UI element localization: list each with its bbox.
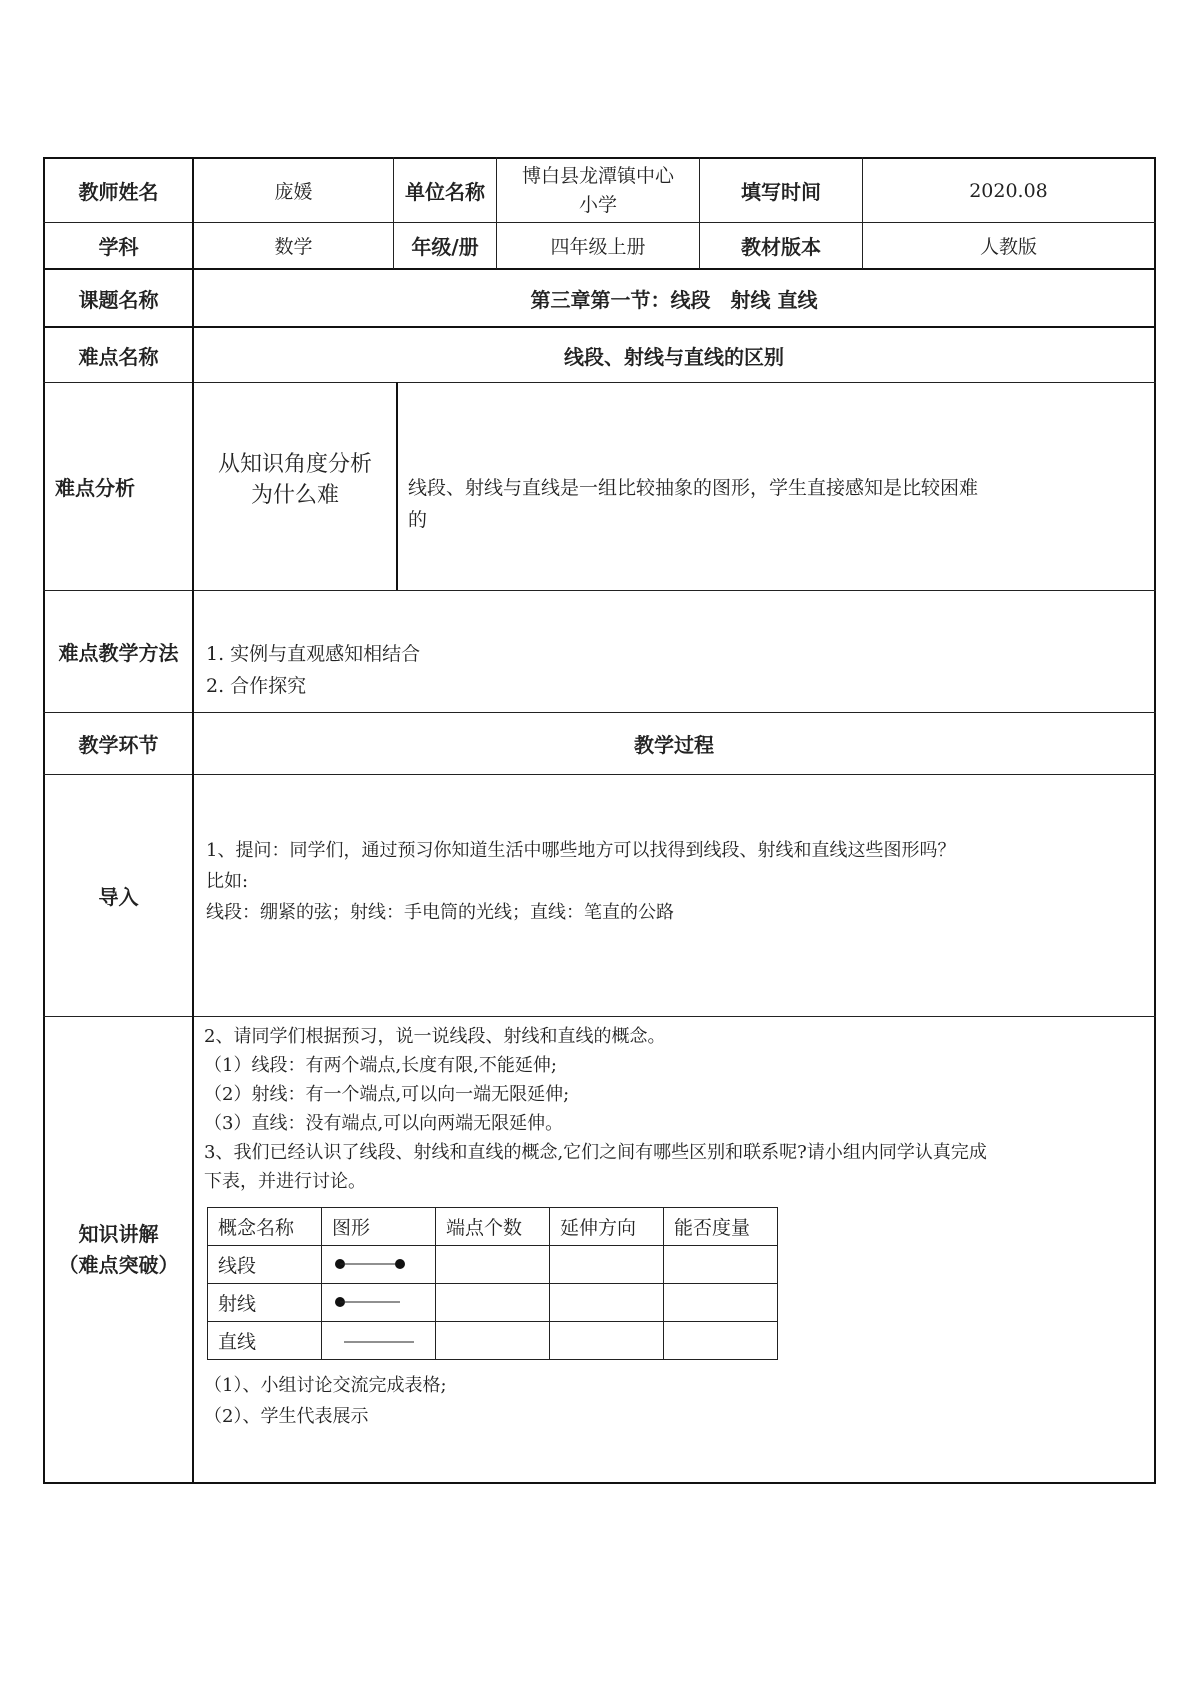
edition: 人教版 — [979, 236, 1037, 258]
unit-label: 单位名称 — [405, 180, 485, 204]
unit-name — [497, 159, 699, 222]
segment-icon — [332, 1257, 412, 1271]
ray-icon — [332, 1295, 412, 1309]
difficulty-label: 难点名称 — [78, 344, 159, 369]
extension-direction-cell[interactable] — [550, 1284, 664, 1322]
knowledge-after — [204, 1370, 1104, 1432]
teacher-name: 庞媛 — [274, 181, 313, 203]
endpoint-count-cell[interactable] — [436, 1246, 550, 1284]
row-divider — [43, 774, 1156, 775]
method-list — [206, 638, 1106, 702]
analysis-text-line: 的 — [408, 509, 428, 531]
fill-time: 2020.08 — [969, 179, 1048, 202]
endpoint-count-cell[interactable] — [436, 1284, 550, 1322]
subject-label: 学科 — [98, 235, 139, 259]
col-divider — [396, 382, 398, 590]
grade: 四年级上册 — [550, 236, 646, 258]
process-stage-label: 教学环节 — [78, 733, 159, 757]
table-row — [208, 1246, 778, 1284]
header-cell: 概念名称 — [208, 1208, 322, 1246]
grade-label: 年级/册 — [411, 235, 479, 259]
difficulty-title: 线段、射线与直线的区别 — [564, 344, 784, 369]
intro-line: 1、提问：同学们，通过预习你知道生活中哪些地方可以找得到线段、射线和直线这些图形吗？ — [206, 840, 956, 861]
analysis-angle-line: 为什么难 — [250, 482, 339, 508]
row-name: 线段 — [208, 1246, 322, 1284]
knowledge-line: 2、请同学们根据预习，说一说线段、射线和直线的概念。 — [204, 1026, 666, 1047]
intro-line: 比如: — [206, 871, 249, 892]
extension-direction-cell[interactable] — [550, 1246, 664, 1284]
header-cell: 图形 — [322, 1208, 436, 1246]
topic-label: 课题名称 — [78, 287, 159, 312]
analysis-angle-line: 从知识角度分析 — [217, 451, 372, 477]
row-name: 直线 — [208, 1322, 322, 1360]
knowledge-line: 3、我们已经认识了线段、射线和直线的概念,它们之间有哪些区别和联系呢?请小组内同学认真完成 — [204, 1142, 987, 1163]
knowledge-line: 下表，并进行讨论。 — [204, 1171, 366, 1192]
subject: 数学 — [274, 236, 313, 258]
header-cell: 端点个数 — [436, 1208, 550, 1246]
knowledge-label-line: （难点突破） — [58, 1252, 179, 1277]
knowledge-label — [45, 1017, 192, 1482]
segment-figure — [322, 1246, 436, 1284]
table-row — [208, 1284, 778, 1322]
analysis-label: 难点分析 — [55, 476, 135, 500]
method-item: 1. 实例与直观感知相结合 — [206, 643, 421, 665]
analysis-text-line: 线段、射线与直线是一组比较抽象的图形，学生直接感知是比较困难 — [408, 477, 979, 499]
extension-direction-cell[interactable] — [550, 1322, 664, 1360]
measurable-cell[interactable] — [664, 1284, 778, 1322]
ray-figure — [322, 1284, 436, 1322]
endpoint-count-cell[interactable] — [436, 1322, 550, 1360]
row-divider — [43, 590, 1156, 591]
intro-label: 导入 — [98, 885, 139, 909]
concept-table — [207, 1207, 778, 1360]
knowledge-label-line: 知识讲解 — [78, 1221, 159, 1246]
edition-label: 教材版本 — [741, 235, 821, 259]
analysis-angle — [194, 383, 396, 590]
measurable-cell[interactable] — [664, 1246, 778, 1284]
knowledge-line: （2）射线：有一个端点,可以向一端无限延伸; — [204, 1084, 570, 1105]
method-item: 2. 合作探究 — [206, 675, 307, 697]
topic-title: 第三章第一节：线段 射线 直线 — [530, 287, 818, 312]
method-label: 难点教学方法 — [58, 641, 179, 665]
table-row — [208, 1322, 778, 1360]
row-name: 射线 — [208, 1284, 322, 1322]
knowledge-after-line: （2）、学生代表展示 — [204, 1406, 369, 1427]
teacher-label: 教师姓名 — [78, 180, 159, 204]
line-icon — [332, 1333, 422, 1347]
knowledge-text — [204, 1022, 1154, 1196]
intro-line: 线段：绷紧的弦；射线：手电筒的光线；直线：笔直的公路 — [206, 902, 674, 923]
fill-time-label: 填写时间 — [741, 180, 821, 204]
unit-name-line: 小学 — [578, 193, 617, 216]
knowledge-after-line: （1）、小组讨论交流完成表格; — [204, 1375, 447, 1396]
header-cell: 延伸方向 — [550, 1208, 664, 1246]
process-title: 教学过程 — [634, 733, 714, 757]
knowledge-line: （3）直线：没有端点,可以向两端无限延伸。 — [204, 1113, 564, 1134]
header-cell: 能否度量 — [664, 1208, 778, 1246]
knowledge-line: （1）线段：有两个端点,长度有限,不能延伸; — [204, 1055, 557, 1076]
unit-name-line: 博白县龙潭镇中心 — [521, 164, 674, 187]
analysis-text — [408, 472, 1150, 536]
line-figure — [322, 1322, 436, 1360]
row-divider — [43, 1016, 1156, 1017]
measurable-cell[interactable] — [664, 1322, 778, 1360]
concept-table-header — [208, 1208, 778, 1246]
intro-text — [206, 835, 1151, 928]
